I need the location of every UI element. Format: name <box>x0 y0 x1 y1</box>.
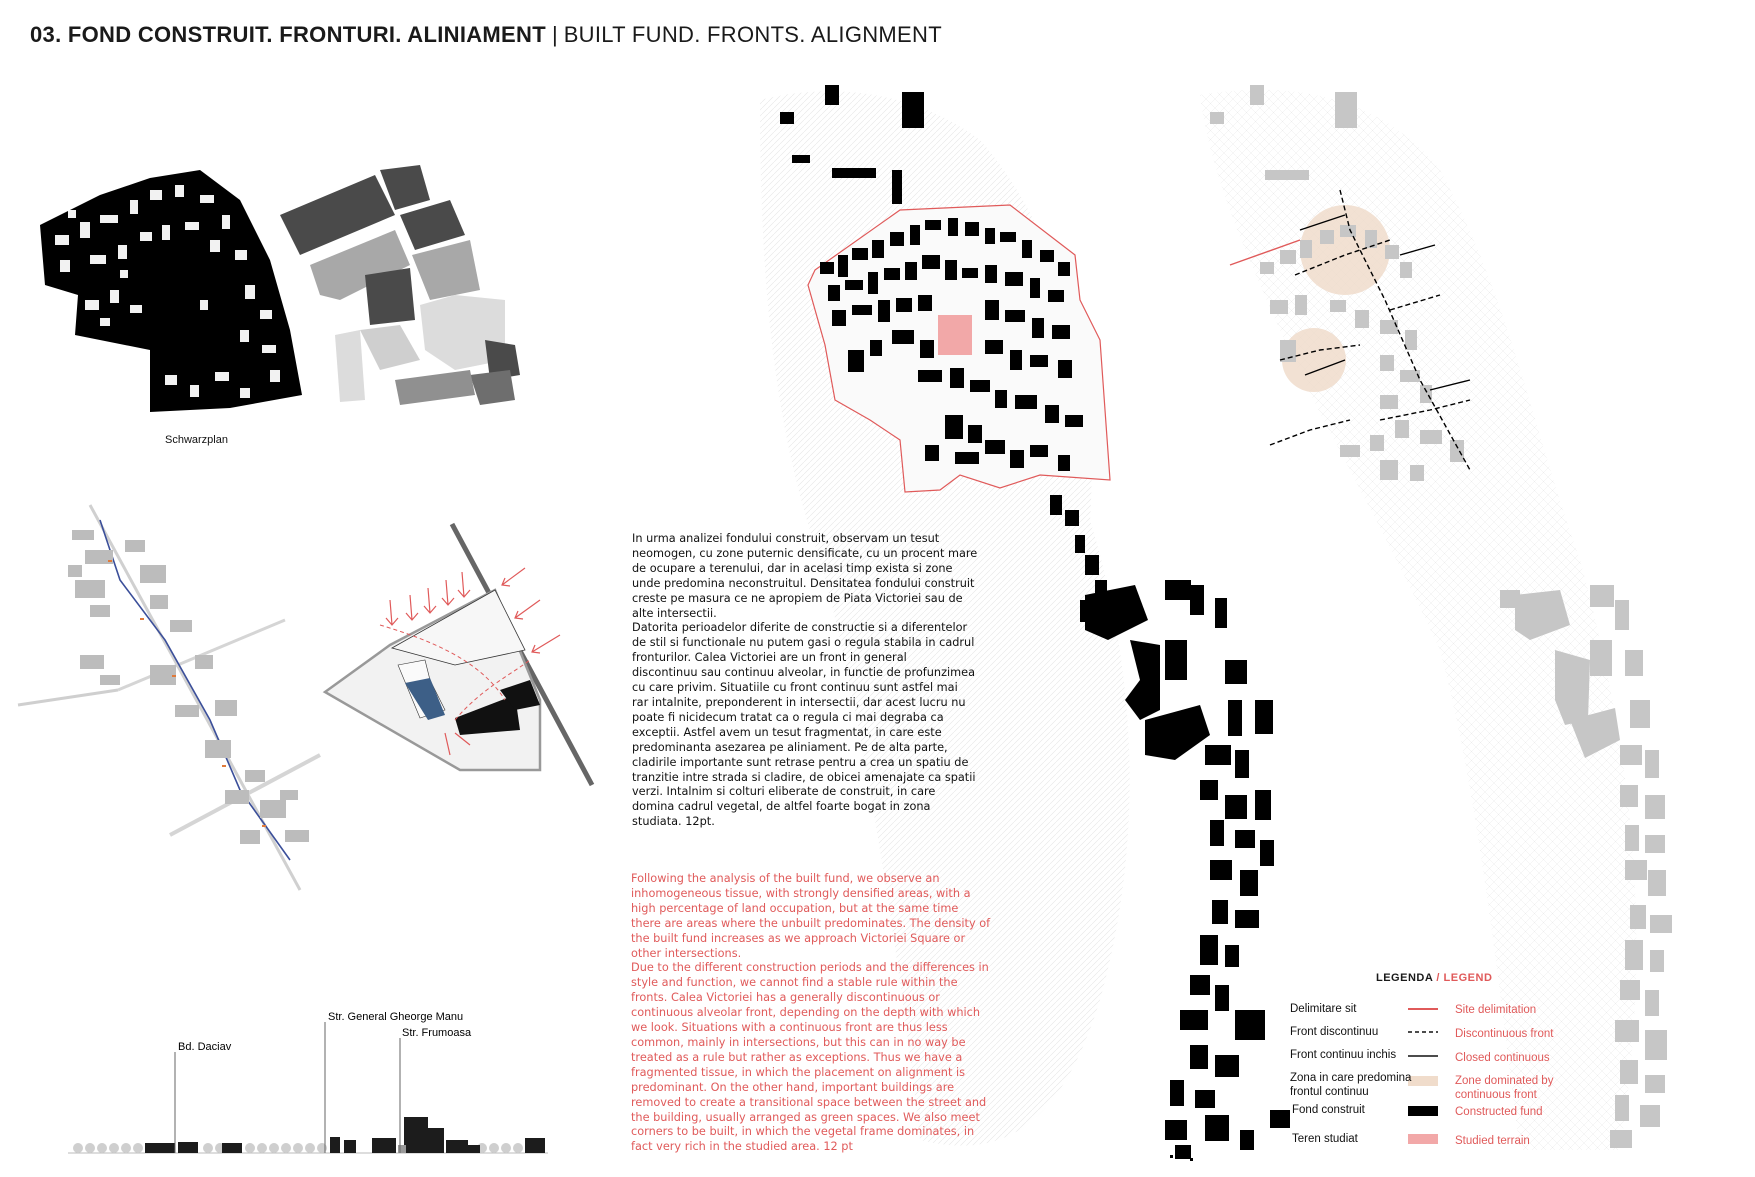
street-section <box>68 1022 548 1153</box>
legend-item-studied-terrain-ro: Teren studiat <box>1292 1133 1358 1145</box>
analysis-text-english: Following the analysis of the built fund, we observe an inhomogeneous tissue, with strongly densified areas, with a high percentage of land occupation, but at the same time there are areas where the unbuilt predominates. The density of the built fund increases as we approach Victoriei Square or other intersections. Due to the different construction periods and the differences in style and function, we cannot find a stable rule within the fronts. Calea Victoriei has a generally discontinuous or continuous alveolar front, depending on the depth with which we look. Situations with a continuous front are thus less common, mainly in intersections, but this can in no way be treated as a rule but rather as exceptions. Thus we have a fragmented tissue, in which the placement on alignment is predominant. On the other hand, important buildings are removed to create a transitional space between the street and the building, usually arranged as green spaces. We also meet corners to be built, in which the vegetal frame dominates, in fact very rich in the studied area. 12 pt <box>631 872 991 1154</box>
analysis-text-romanian: In urma analizei fondului construit, observam un tesut neomogen, cu zone puternic densificate, cu un procent mare de ocupare a terenului, dar in acelasi timp exista si zone unde predomina neconstruitul. Densitatea fondului construit creste pe masura ce ne apropiem de Piata Victoriei sau de alte intersectii. Datorita perioadelor diferite de constructie si a diferentelor de stil si functionale nu putem gasi o regula stabila in cadrul fronturilor. Calea Victoriei are un front in general discontinuu sau continuu alveolar, in functie de profunzimea cu care privim. Situatiile cu front continuu sunt astfel mai rar intalnite, preponderent in intersectii, dar acest lucru nu poate fi nicidecum tratat ca o regula ci mai degraba ca exceptii. Astfel avem un tesut fragmentat, in care este predominanta asezarea pe aliniament. Pe de alta parte, cladirile importante sunt retrase pentru a crea un spatiu de tranzitie intre strada si cladire, de obicei amenajate ca spatii verzi. Intalnim si colturi eliberate de construit, in care domina cadrul vegetal, de altfel foarte bogat in zona studiata. 12pt. <box>632 532 978 829</box>
studied-terrain-fill <box>938 315 972 355</box>
block-map <box>280 165 520 405</box>
legend-item-closed-continuous-ro: Front continuu inchis <box>1290 1049 1397 1061</box>
title-separator: | <box>551 22 558 47</box>
legend-item-discontinuous-front-en: Discontinuous front <box>1455 1028 1554 1040</box>
legend-title-separator: / <box>1432 972 1444 984</box>
legend-title <box>1376 972 1492 984</box>
street-axis-map <box>18 505 320 890</box>
legend-item-studied-terrain-en: Studied terrain <box>1455 1135 1530 1147</box>
legend-item-site-delimitation-en: Site delimitation <box>1455 1004 1537 1016</box>
section-label-frumoasa: Str. Frumoasa <box>402 1027 472 1039</box>
legend-item-site-delimitation-ro: Delimitare sit <box>1290 1003 1357 1015</box>
legend-item-continuous-zone-en: Zone dominated by continuous front <box>1455 1075 1554 1101</box>
legend-symbols <box>1408 1009 1438 1144</box>
alignment-diagram <box>325 524 592 785</box>
legend-item-discontinuous-front-ro: Front discontinuu <box>1290 1026 1379 1038</box>
legend-title-romanian: LEGENDA <box>1376 972 1433 984</box>
fronts-map <box>1200 85 1672 1150</box>
legend-title-english: LEGEND <box>1443 972 1493 984</box>
legend-item-closed-continuous-en: Closed continuous <box>1455 1052 1550 1064</box>
title-english: BUILT FUND. FRONTS. ALIGNMENT <box>563 22 942 47</box>
legend-item-continuous-zone-ro: Zona in care predomina frontul continuu <box>1290 1072 1412 1098</box>
section-label-daciav: Bd. Daciav <box>178 1041 232 1053</box>
title-romanian: 03. FOND CONSTRUIT. FRONTURI. ALINIAMENT <box>30 22 546 47</box>
schwarzplan-label: Schwarzplan <box>165 434 228 446</box>
legend-item-constructed-fund-ro: Fond construit <box>1292 1104 1365 1116</box>
legend-item-constructed-fund-en: Constructed fund <box>1455 1106 1543 1118</box>
section-label-gheorge-manu: Str. General Gheorge Manu <box>328 1011 464 1023</box>
schwarzplan-map <box>40 170 302 412</box>
